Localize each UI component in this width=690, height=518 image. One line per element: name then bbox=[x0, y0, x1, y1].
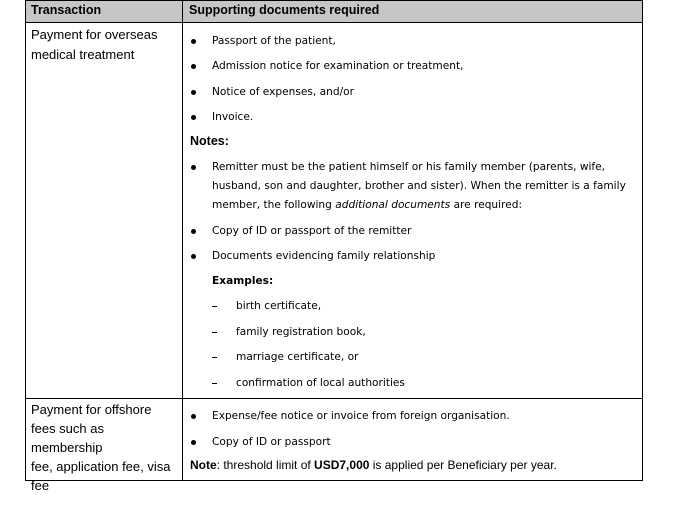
example-item: marriage certificate, or bbox=[236, 351, 359, 363]
example-item: confirmation of local authorities bbox=[236, 377, 405, 389]
header-supporting-documents: Supporting documents required bbox=[189, 3, 380, 17]
note-line: husband, son and daughter, brother and sister). When the remitter is a family bbox=[212, 180, 626, 192]
doc-item: Invoice. bbox=[212, 111, 254, 123]
row2-transaction bbox=[31, 400, 177, 495]
row1-transaction bbox=[31, 25, 177, 65]
note-amount: USD7,000 bbox=[314, 458, 370, 472]
notes-heading: Notes: bbox=[190, 134, 229, 148]
documents-table bbox=[25, 0, 643, 493]
note-line bbox=[212, 199, 522, 212]
header-divider bbox=[26, 22, 642, 23]
doc-item: Passport of the patient, bbox=[212, 35, 336, 47]
bullet bbox=[191, 115, 196, 120]
bullet bbox=[191, 414, 196, 419]
note-label: Note bbox=[190, 458, 217, 472]
column-divider bbox=[182, 1, 183, 480]
dash-marker bbox=[212, 306, 217, 307]
bullet bbox=[191, 440, 196, 445]
doc-item: Copy of ID or passport bbox=[212, 436, 331, 448]
row2-transaction-line: fee bbox=[31, 478, 50, 493]
row2-transaction-line: fees such as membership bbox=[31, 421, 104, 455]
note-text: is applied per Beneficiary per year. bbox=[369, 458, 557, 472]
header-transaction: Transaction bbox=[31, 3, 102, 17]
bullet bbox=[191, 254, 196, 259]
note-text: : threshold limit of bbox=[216, 458, 315, 472]
row2-transaction-line: fee, application fee, visa bbox=[31, 459, 171, 474]
row1-transaction-line: Payment for overseas bbox=[31, 27, 158, 42]
doc-item: Expense/fee notice or invoice from foreign organisation. bbox=[212, 410, 510, 422]
dash-marker bbox=[212, 383, 217, 384]
threshold-note bbox=[190, 458, 557, 472]
doc-item: Copy of ID or passport of the remitter bbox=[212, 225, 412, 237]
example-item: family registration book, bbox=[236, 326, 366, 338]
note-line: Remitter must be the patient himself or his family member (parents, wife, bbox=[212, 161, 606, 173]
row1-transaction-line: medical treatment bbox=[31, 47, 135, 62]
table-header bbox=[26, 1, 642, 22]
example-item: birth certificate, bbox=[236, 300, 322, 312]
doc-item: Notice of expenses, and/or bbox=[212, 86, 354, 98]
row2-transaction-line: Payment for offshore bbox=[31, 402, 152, 417]
bullet bbox=[191, 229, 196, 234]
dash-marker bbox=[212, 357, 217, 358]
note-line-end: are required: bbox=[450, 199, 523, 211]
note-line-start: member, the following bbox=[212, 199, 336, 211]
doc-item: Admission notice for examination or treatment, bbox=[212, 60, 464, 72]
doc-item: Documents evidencing family relationship bbox=[212, 250, 436, 262]
bullet bbox=[191, 64, 196, 69]
note-emphasis: additional documents bbox=[335, 199, 451, 211]
bullet bbox=[191, 90, 196, 95]
examples-heading: Examples: bbox=[212, 275, 274, 287]
bullet bbox=[191, 165, 196, 170]
row-divider bbox=[26, 398, 642, 399]
bullet bbox=[191, 39, 196, 44]
dash-marker bbox=[212, 332, 217, 333]
